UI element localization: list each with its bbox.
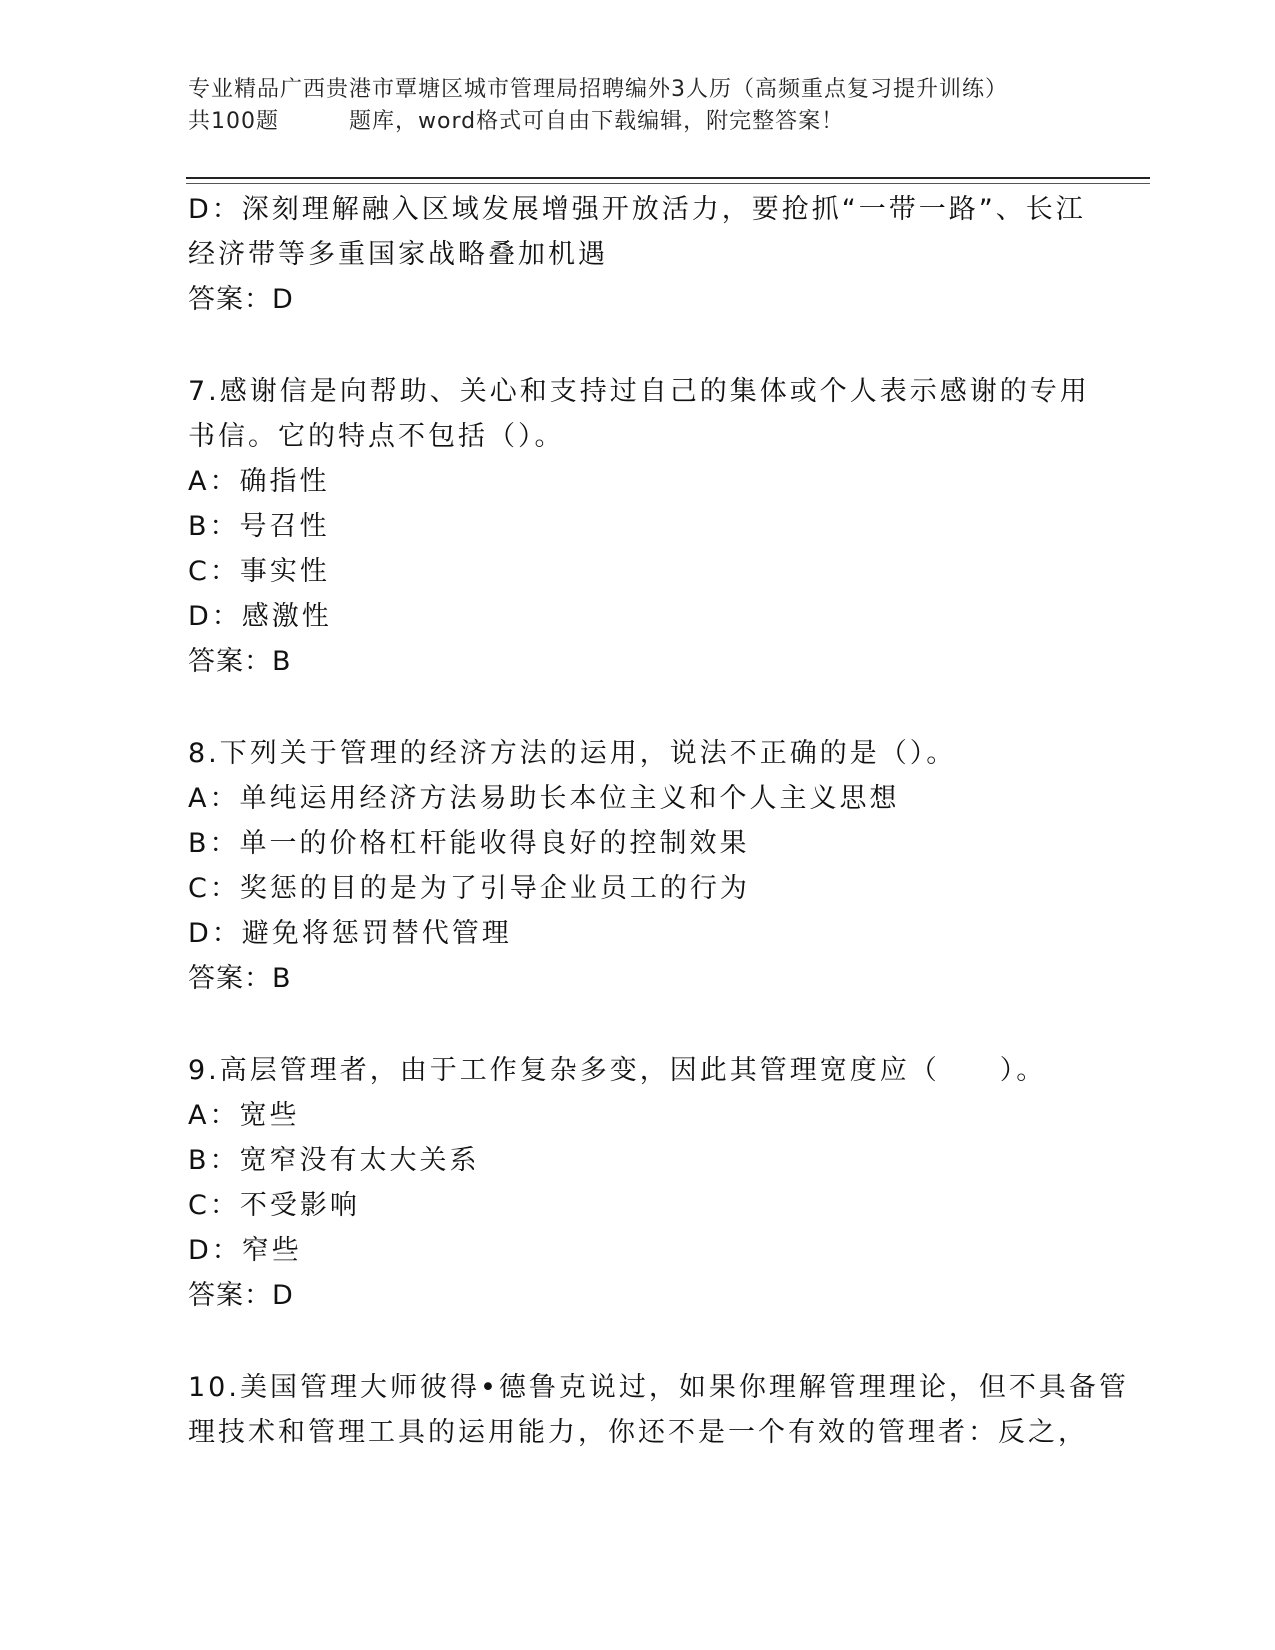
- option-d: D：感激性: [188, 601, 332, 632]
- question-7: [188, 369, 1088, 684]
- option-b: B：单一的价格杠杆能收得良好的控制效果: [188, 828, 750, 859]
- answer-label: 答案：B: [188, 646, 292, 677]
- question-9: [188, 1048, 1088, 1318]
- option-d-continued: 经济带等多重国家战略叠加机遇: [188, 239, 608, 270]
- option-c: C：不受影响: [188, 1190, 360, 1221]
- option-d: D：深刻理解融入区域发展增强开放活力，要抢抓“一带一路”、长江: [188, 194, 1086, 225]
- option-a: A：确指性: [188, 466, 330, 497]
- question-stem: 8.下列关于管理的经济方法的运用，说法不正确的是（）。: [188, 738, 957, 769]
- header-format-note: 题库，word格式可自由下载编辑，附完整答案！: [349, 109, 845, 134]
- question-6-tail: [188, 187, 1088, 322]
- option-d: D：窄些: [188, 1235, 302, 1266]
- question-stem-continued: 书信。它的特点不包括（）。: [188, 421, 565, 452]
- question-stem: 10.美国管理大师彼得•德鲁克说过，如果你理解管理理论，但不具备管: [188, 1372, 1129, 1403]
- question-8: [188, 731, 1088, 1001]
- header-title-line: 专业精品广西贵港市覃塘区城市管理局招聘编外3人历（高频重点复习提升训练）: [188, 77, 1008, 102]
- option-c: C：奖惩的目的是为了引导企业员工的行为: [188, 873, 750, 904]
- header-question-count: 共100题: [188, 109, 279, 134]
- option-b: B：号召性: [188, 511, 330, 542]
- header-rule-thin: [186, 183, 1150, 184]
- answer-label: 答案：B: [188, 963, 292, 994]
- option-a: A：宽些: [188, 1100, 300, 1131]
- question-10: [188, 1365, 1129, 1455]
- option-d: D：避免将惩罚替代管理: [188, 918, 512, 949]
- answer-label: 答案：D: [188, 1280, 294, 1311]
- question-stem-continued: 理技术和管理工具的运用能力，你还不是一个有效的管理者：反之，: [188, 1417, 1088, 1448]
- answer-label: 答案：D: [188, 284, 294, 315]
- page-header: [188, 74, 1088, 138]
- option-a: A：单纯运用经济方法易助长本位主义和个人主义思想: [188, 783, 900, 814]
- question-content: [188, 187, 1129, 1455]
- header-rule-thick: [186, 177, 1150, 179]
- question-stem: 9.高层管理者，由于工作复杂多变，因此其管理宽度应（ ）。: [188, 1055, 1047, 1086]
- option-c: C：事实性: [188, 556, 330, 587]
- option-b: B：宽窄没有太大关系: [188, 1145, 480, 1176]
- question-stem: 7.感谢信是向帮助、关心和支持过自己的集体或个人表示感谢的专用: [188, 376, 1090, 407]
- header-subtitle-line: [188, 106, 1088, 138]
